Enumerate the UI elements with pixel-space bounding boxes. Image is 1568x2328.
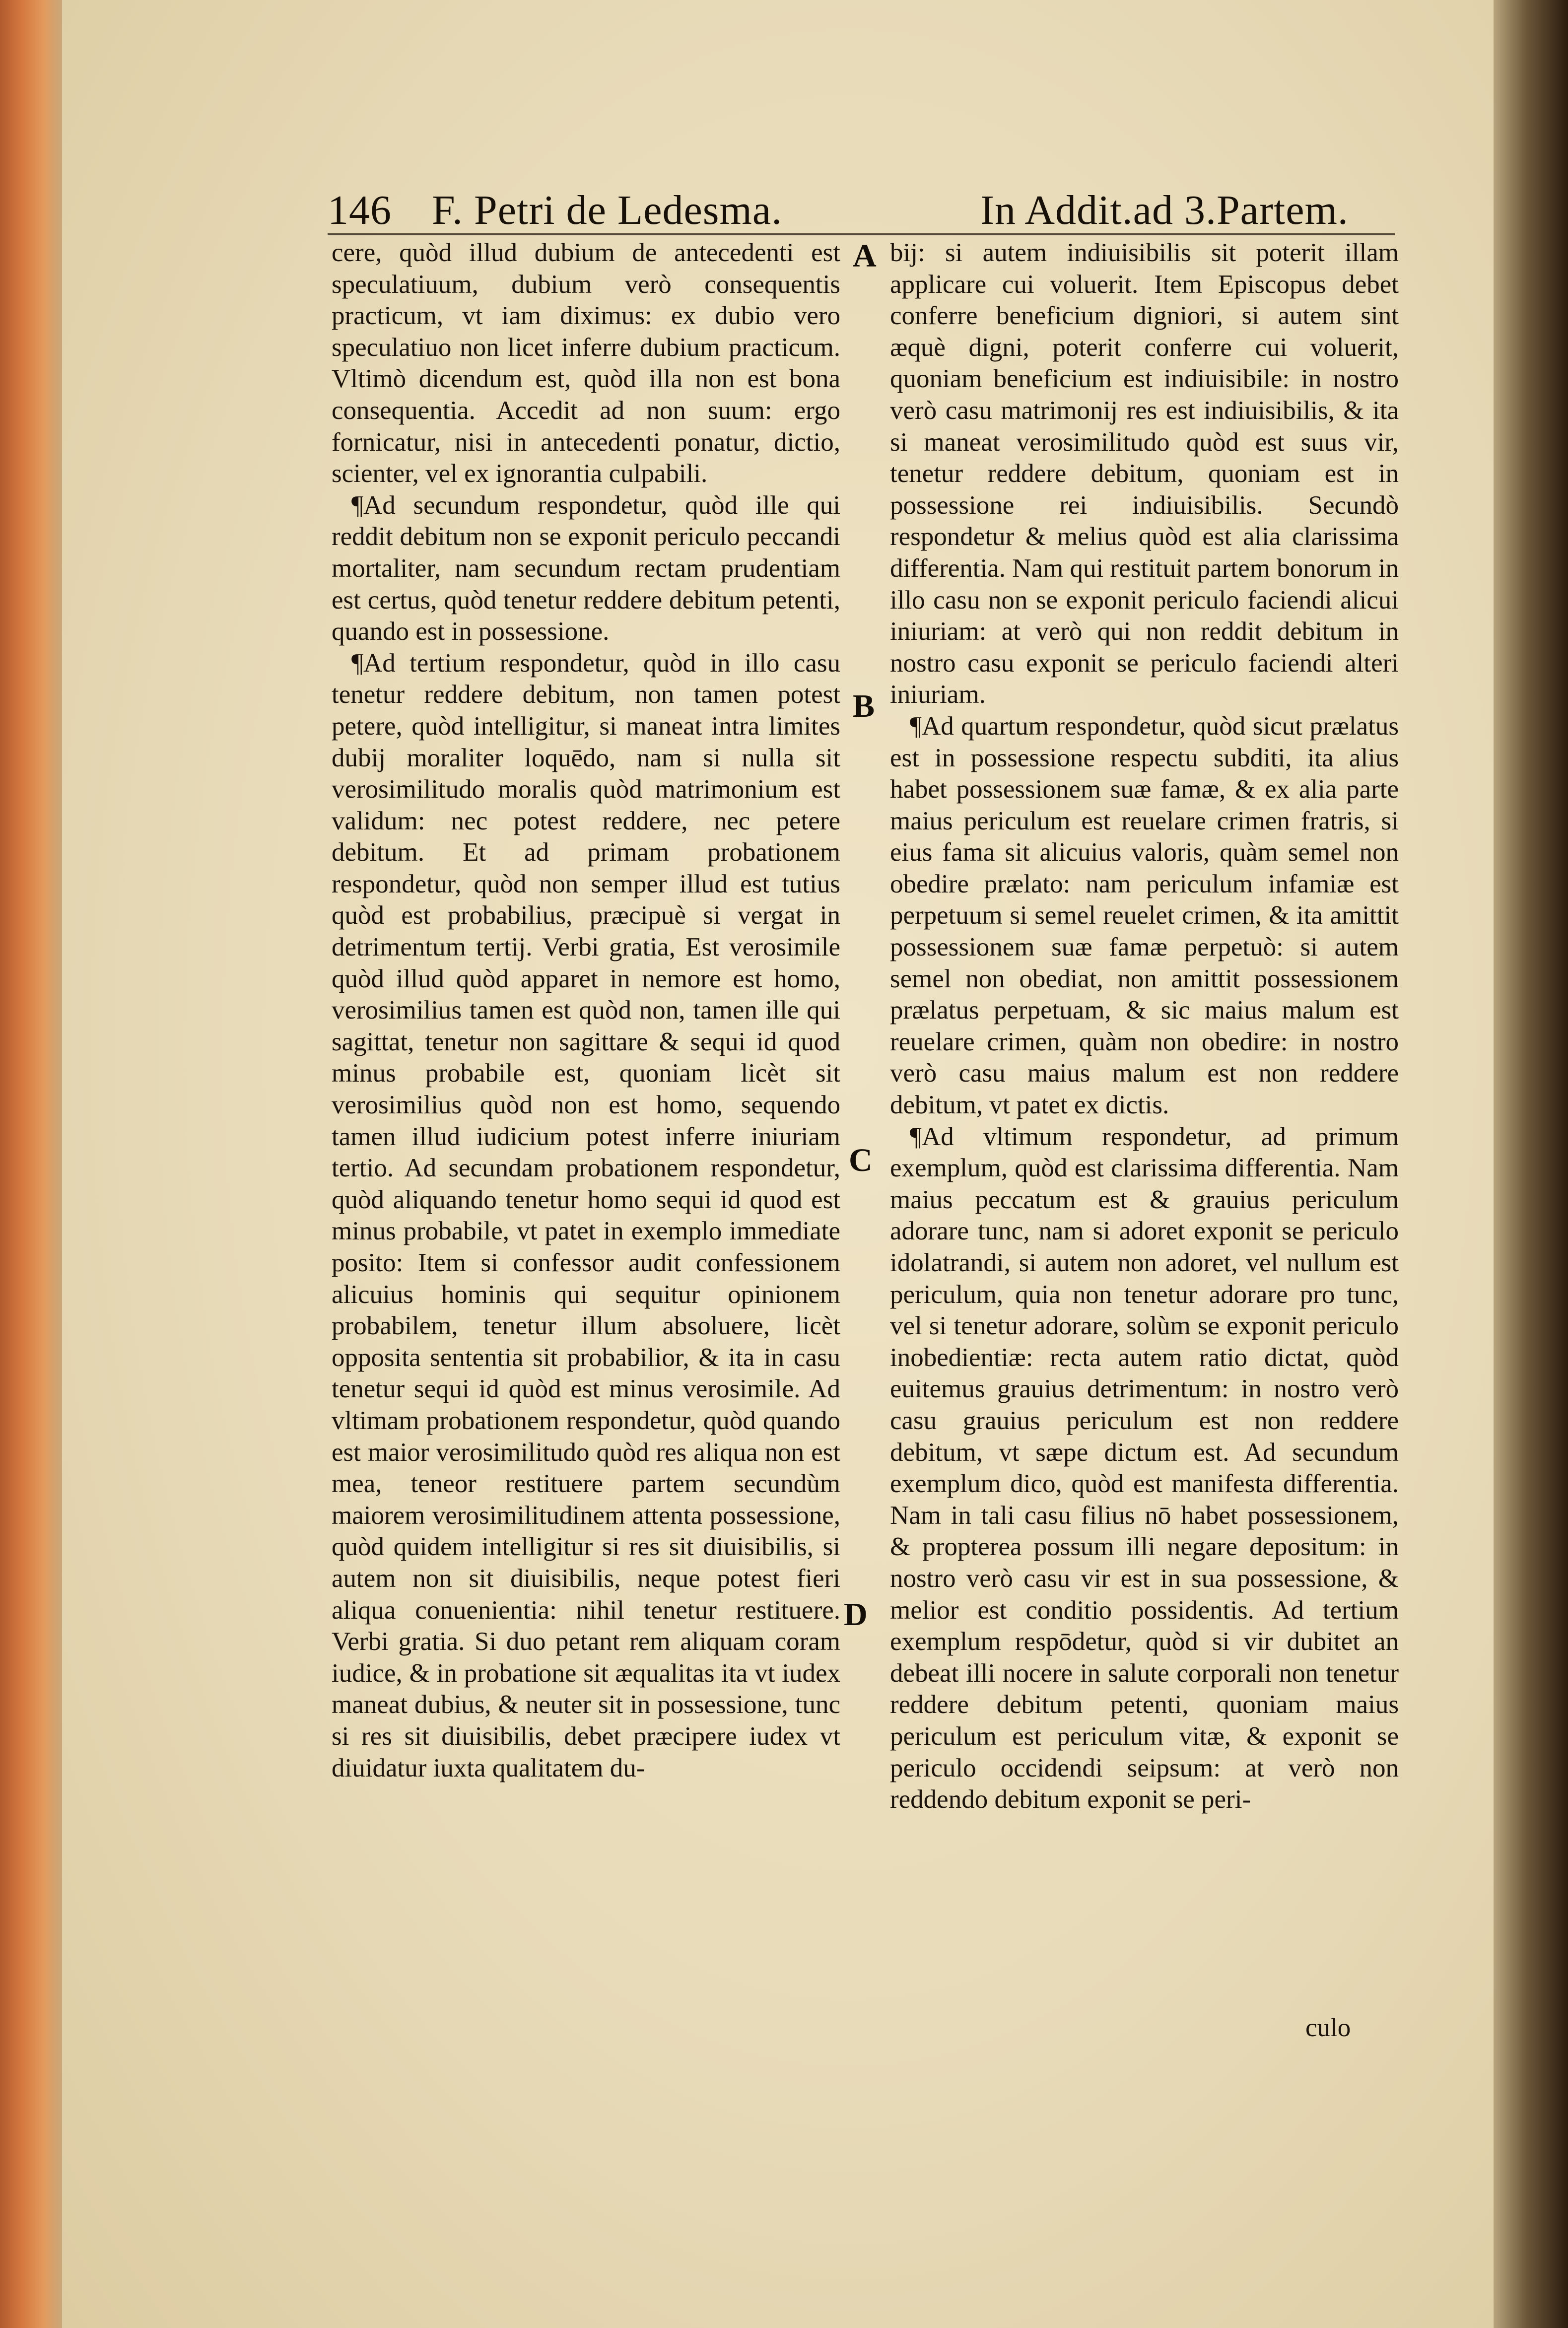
margin-letter-c: C xyxy=(849,1142,873,1178)
paragraph: bij: si autem indiuisibilis sit poterit illam applicare cui voluerit. Item Episcopus debet conferre beneficium digniori, si autem sint æquè digni, poterit conferre cui voluerit, quoniam beneficium est indiuisibile: in nostro verò casu matrimonij res est indiuisibilis, & ita si maneat verosimilitudo quòd est suus vir, tenetur reddere debitum, quoniam est in possessione rei indiuisibilis. Secundò respondetur & melius quòd est alia clarissima differentia. Nam qui restituit partem bonorum in illo casu non se exponit periculo faciendi alicui iniuriam: at verò qui non reddit debitum in nostro casu exponit se periculo faciendi alteri iniuriam. xyxy=(890,238,1399,709)
catchword: culo xyxy=(1305,2013,1351,2042)
paragraph: ¶Ad secundum respondetur, quòd ille qui reddit debitum non se exponit periculo peccandi mortaliter, nam secundum rectam prudentiam est certus, quòd tenetur reddere debitum petenti, quando est in possessione. xyxy=(332,490,840,646)
page-edge xyxy=(0,0,62,2328)
binding-gutter xyxy=(1494,0,1568,2328)
page-number: 146 xyxy=(328,187,392,233)
paragraph: ¶Ad quartum respondetur, quòd sicut prælatus est in possessione respectu subditi, ita alius habet possessionem suæ famæ, & ex alia parte maius periculum est reuelare crimen fratris, si eius fama sit alicuius valoris, quàm semel non obedire prælato: nam periculum infamiæ est perpetuum si semel reuelet crimen, & ita amittit possessionem suæ famæ perpetuò: si autem semel non obediat, non amittit possessionem prælatus perpetuam, & sic maius malum est reuelare crimen, quàm non obedire: in nostro verò casu maius malum est non reddere debitum, vt patet ex dictis. xyxy=(890,711,1399,1120)
left-text-column xyxy=(332,237,840,1784)
margin-letter-a: A xyxy=(853,238,877,274)
header-rule xyxy=(328,233,1395,235)
right-text-column xyxy=(890,237,1399,1816)
running-title-left: F. Petri de Ledesma. xyxy=(432,187,783,233)
paragraph: cere, quòd illud dubium de antecedenti est speculatiuum, dubium verò consequentis practicum, vt iam diximus: ex dubio vero speculatiuo non licet inferre dubium practicum. Vltimò dicendum est, quòd illa non est bona consequentia. Accedit ad non suum: ergo fornicatur, nisi in antecedenti ponatur, dictio, scienter, vel ex ignorantia culpabili. xyxy=(332,238,840,488)
paragraph: ¶Ad tertium respondetur, quòd in illo casu tenetur reddere debitum, non tamen potest petere, quòd intelligitur, si maneat intra limites dubij moraliter loquēdo, nam si nulla sit verosimilitudo moralis quòd matrimonium est validum: nec potest reddere, nec petere debitum. Et ad primam probationem respondetur, quòd non semper illud est tutius quòd est probabilius, præcipuè si vergat in detrimentum tertij. Verbi gratia, Est verosimile quòd illud quòd apparet in nemore est homo, verosimilius tamen est quòd non, tamen ille qui sagittat, tenetur non sagittare & sequi id quod minus probabile est, quoniam licèt sit verosimilius quòd non est homo, sequendo tamen illud iudicium potest inferre iniuriam tertio. Ad secundam probationem respondetur, quòd aliquando tenetur homo sequi id quod est minus probabile, vt patet in exemplo immediate posito: Item si confessor audit confessionem alicuius hominis qui sequitur opinionem probabilem, tenetur illum absoluere, licèt opposita sententia sit probabilior, & ita in casu tenetur sequi id quòd est minus verosimile. Ad vltimam probationem respondetur, quòd quando est maior verosimilitudo quòd res aliqua non est mea, teneor restituere partem secundùm maiorem verosimilitudinem attenta possessione, quòd quidem intelligitur si res sit diuisibilis, si autem non sit diuisibilis, neque potest fieri aliqua conuenientia: nihil tenetur restituere. Verbi gratia. Si duo petant rem aliquam coram iudice, & in probatione sit æqualitas ita vt iudex maneat dubius, & neuter sit in possessione, tunc si res sit diuisibilis, debet præcipere iudex vt diuidatur iuxta qualitatem du- xyxy=(332,648,840,1782)
paragraph: ¶Ad vltimum respondetur, ad primum exemplum, quòd est clarissima differentia. Nam maius peccatum est & grauius periculum adorare tunc, nam si adoret exponit se periculo idolatrandi, si autem non adoret, vel nullum est periculum, quia non tenetur adorare pro tunc, vel si tenetur adorare, solùm se exponit periculo inobedientiæ: recta autem ratio dictat, quòd euitemus grauius detrimentum: in nostro verò casu grauius periculum est non reddere debitum, vt sæpe dictum est. Ad secundum exemplum dico, quòd est manifesta differentia. Nam in tali casu filius nō habet possessionem, & propterea possum illi negare depositum: in nostro verò casu vir est in sua possessione, & melior est conditio possidentis. Ad tertium exemplum respōdetur, quòd si vir dubitet an debeat illi nocere in salute corporali non tenetur reddere debitum petenti, quoniam maius periculum est periculum vitæ, & exponit se periculo occidendi seipsum: at verò non reddendo debitum exponit se peri- xyxy=(890,1122,1399,1814)
running-title-right: In Addit.ad 3.Partem. xyxy=(980,187,1349,233)
margin-letter-d: D xyxy=(844,1596,868,1633)
margin-letter-b: B xyxy=(853,688,875,724)
